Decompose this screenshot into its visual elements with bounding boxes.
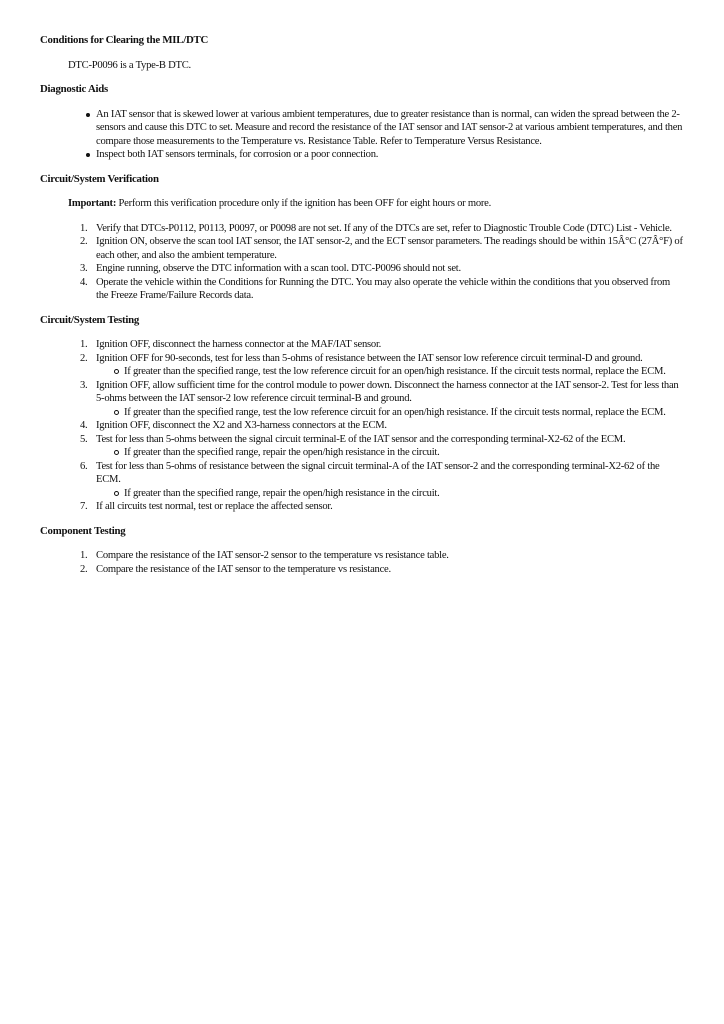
step-number: 4. (80, 276, 88, 288)
section-heading: Circuit/System Verification (40, 172, 159, 185)
step-number: 5. (80, 433, 88, 445)
step-text: Ignition OFF, disconnect the X2 and X3-harness connectors at the ECM. (96, 420, 387, 431)
numbered-list (40, 222, 684, 303)
section-diagnostic-aids (40, 83, 684, 162)
sub-list (96, 365, 684, 379)
step-number: 6. (80, 460, 88, 472)
sub-item: If greater than the specified range, repair the open/high resistance in the circuit. (124, 487, 684, 501)
list-item (80, 419, 684, 433)
step-text: Compare the resistance of the IAT sensor-2 sensor to the temperature vs resistance table. (96, 550, 449, 561)
step-number: 7. (80, 501, 88, 512)
section-heading: Circuit/System Testing (40, 313, 139, 326)
bullet-list (40, 108, 684, 162)
section-verification (40, 173, 684, 303)
section-heading: Diagnostic Aids (40, 83, 108, 95)
step-text: If all circuits test normal, test or replace the affected sensor. (96, 501, 333, 512)
important-note (68, 197, 684, 211)
step-text: Engine running, observe the DTC information with a scan tool. DTC-P0096 should not set. (96, 263, 461, 274)
step-number: 2. (80, 352, 88, 364)
list-item (80, 262, 684, 276)
step-number: 1. (80, 550, 88, 561)
list-item (80, 338, 684, 352)
step-text: Compare the resistance of the IAT sensor to the temperature vs resistance. (96, 563, 391, 575)
list-item (80, 235, 684, 262)
step-text: Ignition OFF, disconnect the harness connector at the MAF/IAT sensor. (96, 339, 382, 350)
section-heading: Component Testing (40, 524, 126, 537)
sub-item: If greater than the specified range, test the low reference circuit for an open/high resistance. If the circuit tests normal, replace the ECM. (124, 365, 684, 379)
list-item (80, 460, 684, 501)
step-text: Test for less than 5-ohms of resistance between the signal circuit terminal-A of the IAT sensor-2 and the corresponding terminal-X2-62 of the ECM. (96, 460, 660, 485)
step-number: 2. (80, 236, 88, 247)
step-number: 1. (80, 222, 88, 234)
sub-list (96, 487, 684, 501)
paragraph: DTC-P0096 is a Type-B DTC. (68, 59, 191, 71)
bullet-item: Inspect both IAT sensors terminals, for corrosion or a poor connection. (96, 148, 684, 162)
step-number: 1. (80, 339, 88, 350)
list-item (80, 549, 684, 563)
step-number: 3. (80, 379, 88, 391)
step-text: Ignition OFF for 90-seconds, test for less than 5-ohms of resistance between the IAT sensor low reference circuit terminal-D and ground. (96, 352, 643, 364)
step-number: 2. (80, 563, 88, 575)
section-component (40, 525, 684, 577)
sub-item: If greater than the specified range, test the low reference circuit for an open/high resistance. If the circuit tests normal, replace the ECM. (124, 406, 684, 420)
list-item (80, 276, 684, 303)
step-text: Ignition OFF, allow sufficient time for the control module to power down. Disconnect the harness connector at the IAT sensor-2. Test for less than 5-ohms between the IAT sensor-2 low reference circuit terminal-B and ground. (96, 379, 679, 404)
section-clearing (40, 34, 684, 72)
important-text: Perform this verification procedure only if the ignition has been OFF for eight hours or more. (116, 198, 492, 209)
sub-list (96, 406, 684, 420)
list-item (80, 352, 684, 379)
list-item (80, 433, 684, 460)
list-item (80, 222, 684, 236)
section-testing (40, 314, 684, 514)
step-text: Ignition ON, observe the scan tool IAT sensor, the IAT sensor-2, and the ECT sensor parameters. The readings should be within 15Â°C (27Â°F) of each other, and also the ambient temperature. (96, 236, 683, 261)
step-text: Verify that DTCs-P0112, P0113, P0097, or P0098 are not set. If any of the DTCs are set, refer to Diagnostic Trouble Code (DTC) List - Vehicle. (96, 222, 672, 234)
numbered-list (40, 549, 684, 576)
important-label: Important: (68, 198, 117, 209)
list-item (80, 500, 684, 514)
list-item (80, 379, 684, 420)
bullet-item: An IAT sensor that is skewed lower at various ambient temperatures, due to greater resistance than is normal, can widen the spread between the 2-sensors and cause this DTC to set. Measure and record the resistance of the IAT sensor and IAT sensor-2 at various ambient temperatures, and then compare those measurements to the Temperature vs. Resistance Table. Refer to Temperature Versus Resistance. (96, 108, 683, 147)
numbered-list (40, 338, 684, 514)
step-number: 4. (80, 420, 88, 431)
sub-item: If greater than the specified range, repair the open/high resistance in the circuit. (124, 446, 684, 460)
step-text: Operate the vehicle within the Conditions for Running the DTC. You may also operate the vehicle within the conditions that you observed from the Freeze Frame/Failure Records data. (96, 276, 671, 301)
step-number: 3. (80, 263, 88, 274)
sub-list (96, 446, 684, 460)
list-item (80, 563, 684, 577)
section-heading: Conditions for Clearing the MIL/DTC (40, 34, 209, 46)
step-text: Test for less than 5-ohms between the signal circuit terminal-E of the IAT sensor and the corresponding terminal-X2-62 of the ECM. (96, 433, 626, 445)
